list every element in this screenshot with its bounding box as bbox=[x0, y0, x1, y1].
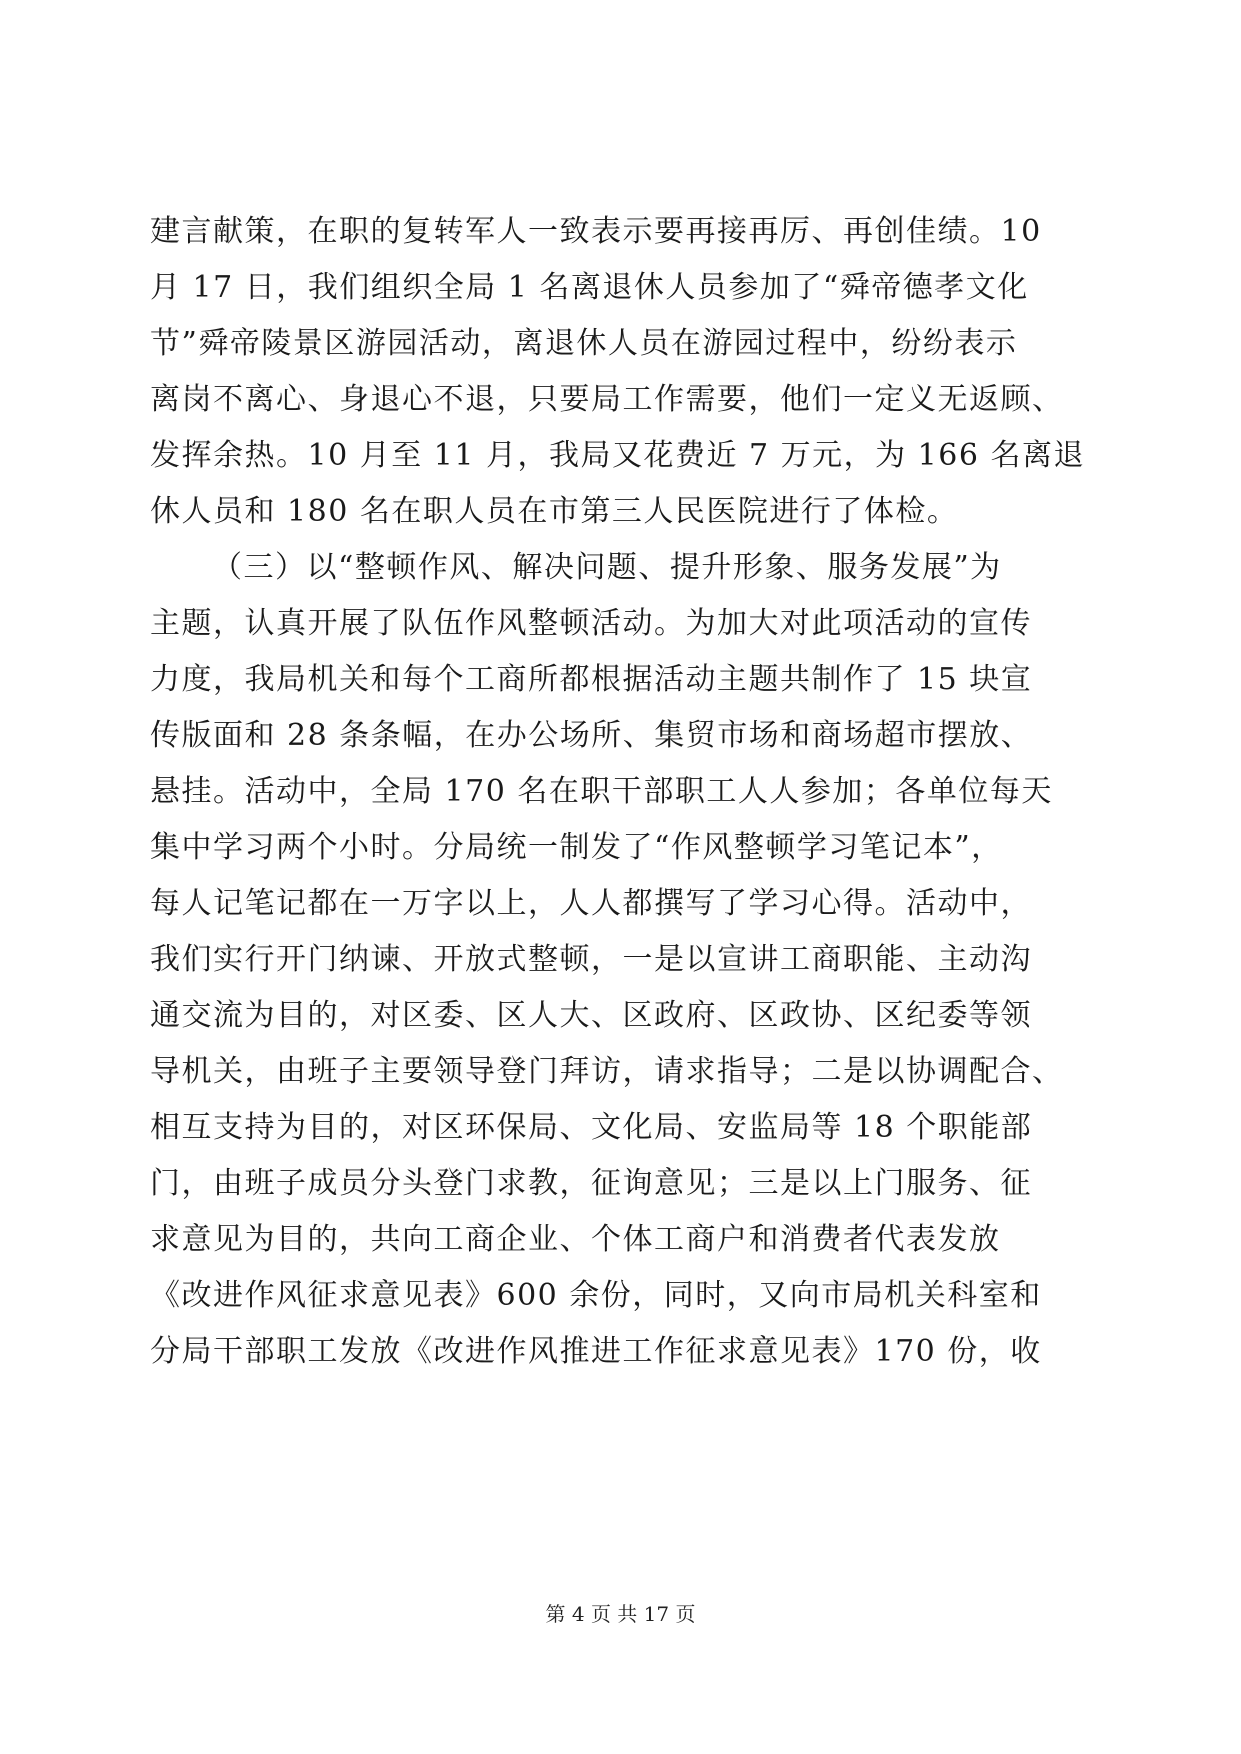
body-line-16: 导机关，由班子主要领导登门拜访，请求指导；二是以协调配合、 bbox=[150, 1054, 1064, 1089]
body-line-6: 休人员和 180 名在职人员在市第三人民医院进行了体检。 bbox=[150, 494, 959, 529]
body-line-21: 分局干部职工发放《改进作风推进工作征求意见表》170 份，收 bbox=[150, 1334, 1042, 1369]
body-line-9: 力度，我局机关和每个工商所都根据活动主题共制作了 15 块宣 bbox=[150, 662, 1033, 697]
body-line-13: 每人记笔记都在一万字以上，人人都撰写了学习心得。活动中， bbox=[150, 886, 1032, 921]
body-line-7: （三）以“整顿作风、解决问题、提升形象、服务发展”为 bbox=[212, 550, 1002, 585]
body-line-5: 发挥余热。10 月至 11 月，我局又花费近 7 万元，为 166 名离退 bbox=[150, 438, 1085, 473]
body-line-15: 通交流为目的，对区委、区人大、区政府、区政协、区纪委等领 bbox=[150, 998, 1032, 1033]
body-line-1: 建言献策，在职的复转军人一致表示要再接再厉、再创佳绩。10 bbox=[150, 214, 1042, 249]
body-line-8: 主题，认真开展了队伍作风整顿活动。为加大对此项活动的宣传 bbox=[150, 606, 1032, 641]
body-line-3: 节”舜帝陵景区游园活动，离退休人员在游园过程中，纷纷表示 bbox=[150, 326, 1018, 361]
body-line-17: 相互支持为目的，对区环保局、文化局、安监局等 18 个职能部 bbox=[150, 1110, 1033, 1145]
body-line-11: 悬挂。活动中，全局 170 名在职干部职工人人参加；各单位每天 bbox=[150, 774, 1053, 809]
body-line-18: 门，由班子成员分头登门求教，征询意见；三是以上门服务、征 bbox=[150, 1166, 1032, 1201]
body-line-12: 集中学习两个小时。分局统一制发了“作风整顿学习笔记本”， bbox=[150, 830, 1003, 865]
page-number-footer: 第 4 页 共 17 页 bbox=[545, 1602, 696, 1626]
body-line-20: 《改进作风征求意见表》600 余份，同时，又向市局机关科室和 bbox=[150, 1278, 1042, 1313]
body-line-4: 离岗不离心、身退心不退，只要局工作需要，他们一定义无返顾、 bbox=[150, 382, 1064, 417]
body-line-10: 传版面和 28 条条幅，在办公场所、集贸市场和商场超市摆放、 bbox=[150, 718, 1033, 753]
body-line-14: 我们实行开门纳谏、开放式整顿，一是以宣讲工商职能、主动沟 bbox=[150, 942, 1032, 977]
body-line-2: 月 17 日，我们组织全局 1 名离退休人员参加了“舜帝德孝文化 bbox=[150, 270, 1029, 305]
body-line-19: 求意见为目的，共向工商企业、个体工商户和消费者代表发放 bbox=[150, 1222, 1001, 1257]
